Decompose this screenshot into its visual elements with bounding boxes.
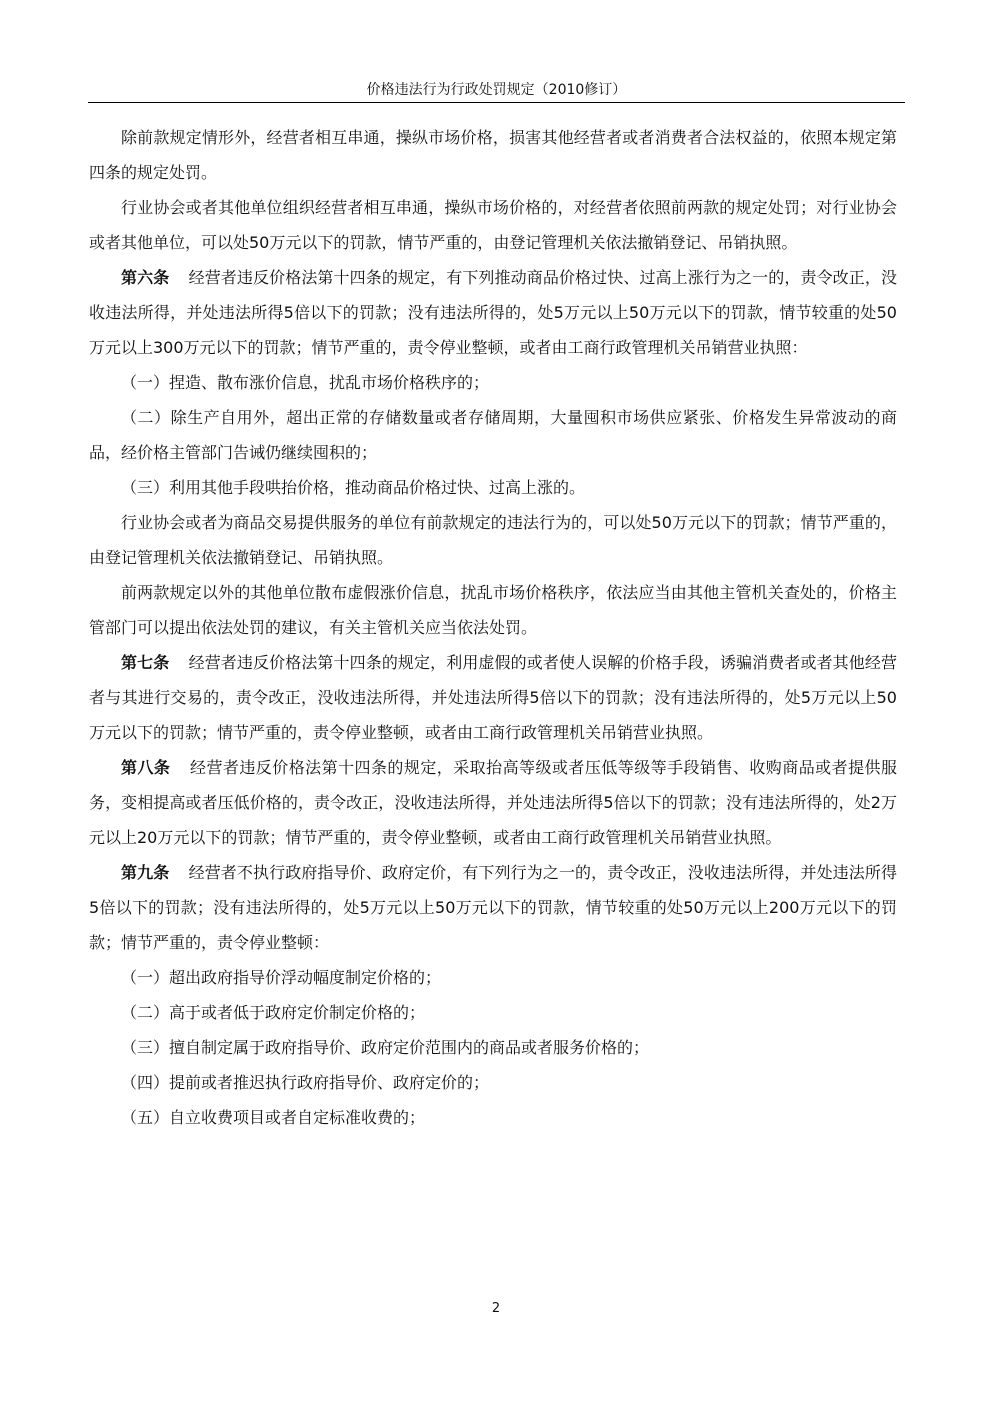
article-8: 第八条 经营者违反价格法第十四条的规定，采取抬高等级或者压低等级等手段销售、收购商品或者提供服务，变相提高或者压低价格的，责令改正，没收违法所得，并处违法所得5倍以下的罚款；没有违法所得的，处2万元以上20万元以下的罚款；情节严重的，责令停业整顿，或者由工商行政管理机关吊销营业执照。	[89, 758, 897, 847]
list-item: （五）自立收费项目或者自定标准收费的；	[121, 1108, 426, 1127]
paragraph: 前两款规定以外的其他单位散布虚假涨价信息，扰乱市场价格秩序，依法应当由其他主管机关查处的，价格主管部门可以提出依法处罚的建议，有关主管机关应当依法处罚。	[89, 583, 897, 637]
article-heading: 第八条	[121, 758, 171, 777]
list-item: （四）提前或者推迟执行政府指导价、政府定价的；	[121, 1073, 490, 1092]
article-6: 第六条 经营者违反价格法第十四条的规定，有下列推动商品价格过快、过高上涨行为之一的，责令改正，没收违法所得，并处违法所得5倍以下的罚款；没有违法所得的，处5万元以上50万元以下的罚款，情节较重的处50万元以上300万元以下的罚款；情节严重的，责令停业整顿，或者由工商行政管理机关吊销营业执照：	[89, 268, 897, 357]
list-item: （一）捏造、散布涨价信息，扰乱市场价格秩序的；	[121, 373, 490, 392]
article-heading: 第七条	[121, 653, 170, 672]
header-title: 价格违法行为行政处罚规定（2010修订）	[366, 82, 627, 98]
article-heading: 第六条	[121, 268, 170, 287]
list-item: （二）除生产自用外，超出正常的存储数量或者存储周期，大量囤积市场供应紧张、价格发生异常波动的商品，经价格主管部门告诫仍继续囤积的；	[89, 408, 897, 462]
article-9: 第九条 经营者不执行政府指导价、政府定价，有下列行为之一的，责令改正，没收违法所得，并处违法所得5倍以下的罚款；没有违法所得的，处5万元以上50万元以下的罚款，情节较重的处50万元以上200万元以下的罚款；情节严重的，责令停业整顿：	[89, 863, 897, 952]
article-heading: 第九条	[121, 863, 170, 882]
list-item: （三）擅自制定属于政府指导价、政府定价范围内的商品或者服务价格的；	[121, 1038, 650, 1057]
list-item: （二）高于或者低于政府定价制定价格的；	[121, 1003, 426, 1022]
article-7: 第七条 经营者违反价格法第十四条的规定，利用虚假的或者使人误解的价格手段，诱骗消费者或者其他经营者与其进行交易的，责令改正，没收违法所得，并处违法所得5倍以下的罚款；没有违法所得的，处5万元以上50万元以下的罚款；情节严重的，责令停业整顿，或者由工商行政管理机关吊销营业执照。	[89, 653, 897, 742]
list-item: （三）利用其他手段哄抬价格，推动商品价格过快、过高上涨的。	[121, 478, 586, 497]
page-number: 2	[491, 1301, 501, 1316]
paragraph: 行业协会或者其他单位组织经营者相互串通，操纵市场价格的，对经营者依照前两款的规定处罚；对行业协会或者其他单位，可以处50万元以下的罚款，情节严重的，由登记管理机关依法撤销登记、吊销执照。	[89, 198, 897, 252]
paragraph: 除前款规定情形外，经营者相互串通，操纵市场价格，损害其他经营者或者消费者合法权益的，依照本规定第四条的规定处罚。	[89, 128, 897, 182]
document-body	[89, 120, 897, 1135]
list-item: （一）超出政府指导价浮动幅度制定价格的；	[121, 968, 442, 987]
page-footer	[0, 1300, 992, 1318]
paragraph: 行业协会或者为商品交易提供服务的单位有前款规定的违法行为的，可以处50万元以下的罚款；情节严重的，由登记管理机关依法撤销登记、吊销执照。	[89, 513, 897, 567]
running-header	[88, 80, 905, 103]
